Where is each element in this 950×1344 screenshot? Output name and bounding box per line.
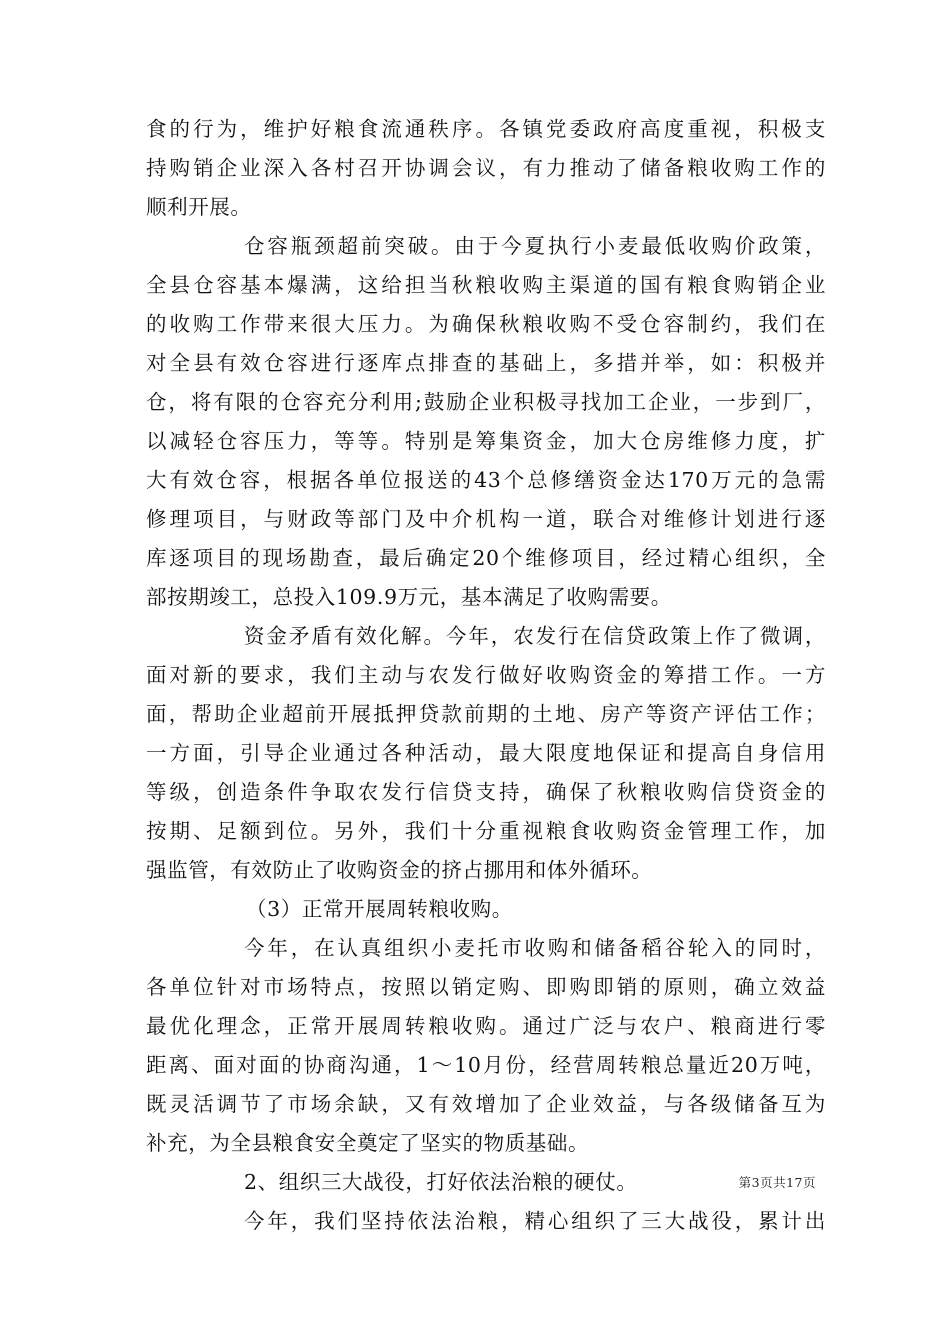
text-line: 以减轻仓容压力，等等。特别是筹集资金，加大仓房维修力度，扩 xyxy=(146,429,826,453)
text-line: 各单位针对市场特点，按照以销定购、即购即销的原则，确立效益 xyxy=(146,975,826,999)
text-line: 全县仓容基本爆满，这给担当秋粮收购主渠道的国有粮食购销企业 xyxy=(146,273,826,297)
text-line: 对全县有效仓容进行逐库点排查的基础上，多措并举，如：积极并 xyxy=(146,351,826,375)
text-line: 顺利开展。 xyxy=(146,195,252,219)
paragraph-start-line: 今年，在认真组织小麦托市收购和储备稻谷轮入的同时， xyxy=(244,936,826,960)
text-line: 的收购工作带来很大压力。为确保秋粮收购不受仓容制约，我们在 xyxy=(146,312,826,336)
text-line: 既灵活调节了市场余缺，又有效增加了企业效益，与各级储备互为 xyxy=(146,1092,826,1116)
text-line: 按期、足额到位。另外，我们十分重视粮食收购资金管理工作，加 xyxy=(146,819,826,843)
paragraph-start-line: 仓容瓶颈超前突破。由于今夏执行小麦最低收购价政策， xyxy=(244,234,826,258)
page-number-footer: 第3页共17页 xyxy=(738,1175,816,1190)
text-line: 食的行为，维护好粮食流通秩序。各镇党委政府高度重视，积极支 xyxy=(146,117,826,141)
text-line: 修理项目，与财政等部门及中介机构一道，联合对维修计划进行逐 xyxy=(146,507,826,531)
text-line: 补充，为全县粮食安全奠定了坚实的物质基础。 xyxy=(146,1131,590,1155)
paragraph-start-line: 资金矛盾有效化解。今年，农发行在信贷政策上作了微调， xyxy=(244,624,826,648)
text-line: 库逐项目的现场勘查，最后确定20个维修项目，经过精心组织，全 xyxy=(146,546,826,570)
text-line: 仓，将有限的仓容充分利用;鼓励企业积极寻找加工企业，一步到厂， xyxy=(146,390,826,414)
text-line: 强监管，有效防止了收购资金的挤占挪用和体外循环。 xyxy=(146,858,653,882)
text-line: 面，帮助企业超前开展抵押贷款前期的土地、房产等资产评估工作； xyxy=(146,702,826,726)
text-line: 最优化理念，正常开展周转粮收购。通过广泛与农户、粮商进行零 xyxy=(146,1014,826,1038)
text-line: 部按期竣工，总投入109.9万元，基本满足了收购需要。 xyxy=(146,585,672,609)
document-body xyxy=(146,110,826,1241)
text-line: 等级，创造条件争取农发行信贷支持，确保了秋粮收购信贷资金的 xyxy=(146,780,826,804)
text-line: 面对新的要求，我们主动与农发行做好收购资金的筹措工作。一方 xyxy=(146,663,826,687)
text-line: 距离、面对面的协商沟通，1～10月份，经营周转粮总量近20万吨， xyxy=(146,1053,826,1077)
paragraph-start-line: 今年，我们坚持依法治粮，精心组织了三大战役，累计出 xyxy=(244,1209,826,1233)
section-heading: 2、组织三大战役，打好依法治粮的硬仗。 xyxy=(244,1170,638,1194)
text-line: 一方面，引导企业通过各种活动，最大限度地保证和提高自身信用 xyxy=(146,741,826,765)
section-heading: （3）正常开展周转粮收购。 xyxy=(246,897,513,921)
text-line: 持购销企业深入各村召开协调会议，有力推动了储备粮收购工作的 xyxy=(146,156,826,180)
text-line: 大有效仓容，根据各单位报送的43个总修缮资金达170万元的急需 xyxy=(146,468,826,492)
